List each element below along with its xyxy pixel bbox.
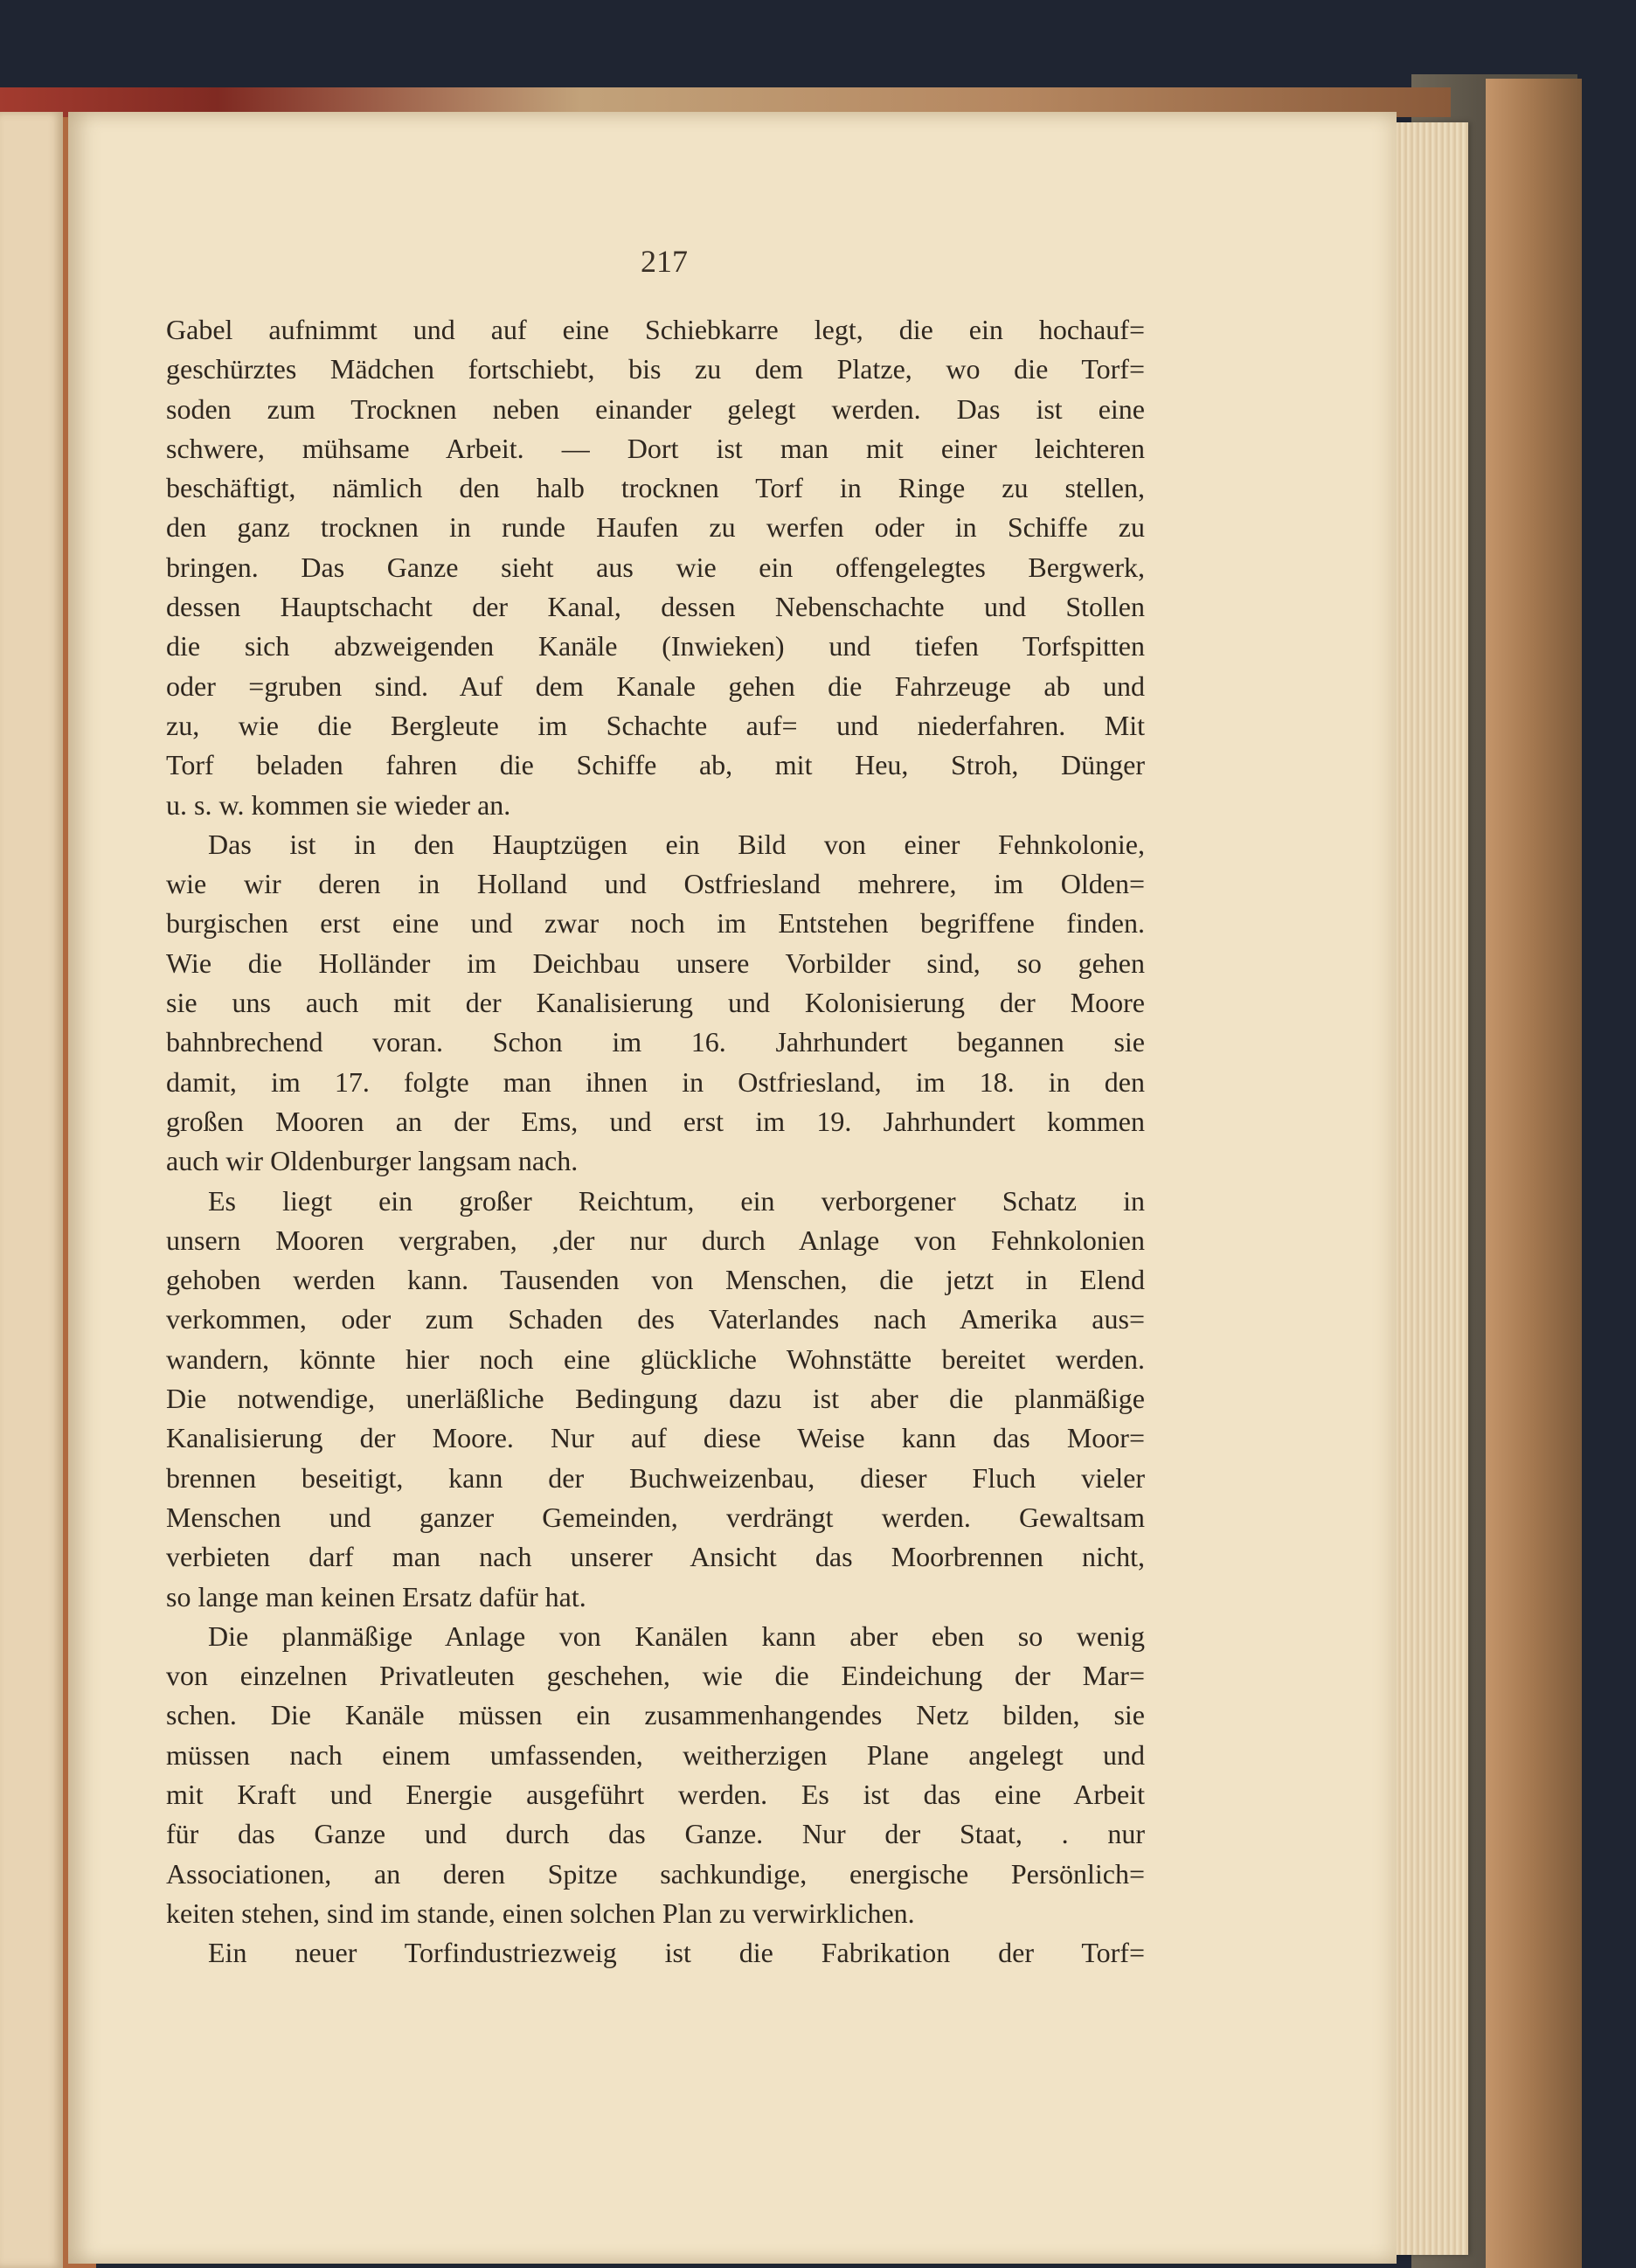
text-line: so lange man keinen Ersatz dafür hat. xyxy=(166,1580,586,1613)
text-line: unsern Mooren vergraben, ,der nur durch Anlage von Fehnkolonien xyxy=(166,1224,1145,1256)
text-line: den ganz trocknen in runde Haufen zu werfen oder in Schiffe zu xyxy=(166,511,1145,544)
page-text xyxy=(166,310,1145,1973)
text-line: Gabel aufnimmt und auf eine Schiebkarre legt, die ein hochauf= xyxy=(166,314,1145,345)
text-line: mit Kraft und Energie ausgeführt werden. Es ist das eine Arbeit xyxy=(166,1778,1145,1810)
text-line: die sich abzweigenden Kanäle (Inwieken) und tiefen Torfspitten xyxy=(166,630,1145,662)
text-line: Menschen und ganzer Gemeinden, verdrängt werden. Gewaltsam xyxy=(166,1501,1145,1533)
text-line: oder =gruben sind. Auf dem Kanale gehen die Fahrzeuge ab und xyxy=(166,669,1145,702)
text-line: für das Ganze und durch das Ganze. Nur der Staat, . nur xyxy=(166,1818,1145,1850)
text-line: von einzelnen Privatleuten geschehen, wie die Eindeichung der Mar= xyxy=(166,1660,1145,1692)
text-line: dessen Hauptschacht der Kanal, dessen Nebenschachte und Stollen xyxy=(166,591,1145,623)
text-line: Wie die Holländer im Deichbau unsere Vorbilder sind, so gehen xyxy=(166,947,1145,979)
text-line: Das ist in den Hauptzügen ein Bild von einer Fehnkolonie, xyxy=(208,828,1145,860)
text-line: bahnbrechend voran. Schon im 16. Jahrhundert begannen sie xyxy=(166,1026,1145,1058)
text-line: brennen beseitigt, kann der Buchweizenbau, dieser Fluch vieler xyxy=(166,1461,1145,1494)
text-line: wandern, könnte hier noch eine glückliche Wohnstätte bereitet werden. xyxy=(166,1342,1145,1375)
text-line: damit, im 17. folgte man ihnen in Ostfriesland, im 18. in den xyxy=(166,1065,1145,1098)
text-line: müssen nach einem umfassenden, weitherzigen Plane angelegt und xyxy=(166,1738,1145,1771)
text-line: verbieten darf man nach unserer Ansicht das Moorbrennen nicht, xyxy=(166,1541,1145,1573)
text-line: soden zum Trocknen neben einander gelegt werden. Das ist eine xyxy=(166,392,1145,425)
text-line: sie uns auch mit der Kanalisierung und Kolonisierung der Moore xyxy=(166,987,1145,1019)
text-line: schen. Die Kanäle müssen ein zusammenhangendes Netz bilden, sie xyxy=(166,1699,1145,1731)
text-line: u. s. w. kommen sie wieder an. xyxy=(166,788,511,821)
text-line: Torf beladen fahren die Schiffe ab, mit Heu, Stroh, Dünger xyxy=(166,749,1145,781)
text-line: schwere, mühsame Arbeit. — Dort ist man mit einer leichteren xyxy=(166,432,1145,464)
text-line: Die notwendige, unerläßliche Bedingung dazu ist aber die planmäßige xyxy=(166,1383,1145,1415)
book-cover-right-edge xyxy=(1486,79,1582,2268)
text-line: Ein neuer Torfindustriezweig ist die Fabrikation der Torf= xyxy=(208,1937,1145,1969)
text-line: gehoben werden kann. Tausenden von Menschen, die jetzt in Elend xyxy=(166,1264,1145,1296)
text-line: burgischen erst eine und zwar noch im Entstehen begriffene finden. xyxy=(166,907,1145,940)
left-page-edge xyxy=(0,112,63,2268)
text-line: auch wir Oldenburger langsam nach. xyxy=(166,1145,579,1177)
text-line: Es liegt ein großer Reichtum, ein verborgener Schatz in xyxy=(208,1184,1145,1217)
text-line: wie wir deren in Holland und Ostfriesland mehrere, im Olden= xyxy=(166,868,1145,900)
text-line: keiten stehen, sind im stande, einen solchen Plan zu verwirklichen. xyxy=(166,1897,915,1929)
text-line: Associationen, an deren Spitze sachkundige, energische Persönlich= xyxy=(166,1857,1145,1890)
text-line: großen Mooren an der Ems, und erst im 19. Jahrhundert kommen xyxy=(166,1105,1145,1137)
page-number: 217 xyxy=(641,244,688,279)
text-line: zu, wie die Bergleute im Schachte auf= und niederfahren. Mit xyxy=(166,709,1145,741)
page-edges xyxy=(1390,122,1468,2255)
text-line: bringen. Das Ganze sieht aus wie ein offengelegtes Bergwerk, xyxy=(166,551,1145,583)
text-line: geschürztes Mädchen fortschiebt, bis zu dem Platze, wo die Torf= xyxy=(166,353,1145,385)
text-line: Die planmäßige Anlage von Kanälen kann aber eben so wenig xyxy=(208,1620,1145,1652)
text-line: beschäftigt, nämlich den halb trocknen Torf in Ringe zu stellen, xyxy=(166,472,1145,504)
text-line: Kanalisierung der Moore. Nur auf diese Weise kann das Moor= xyxy=(166,1422,1145,1454)
text-line: verkommen, oder zum Schaden des Vaterlandes nach Amerika aus= xyxy=(166,1303,1145,1335)
